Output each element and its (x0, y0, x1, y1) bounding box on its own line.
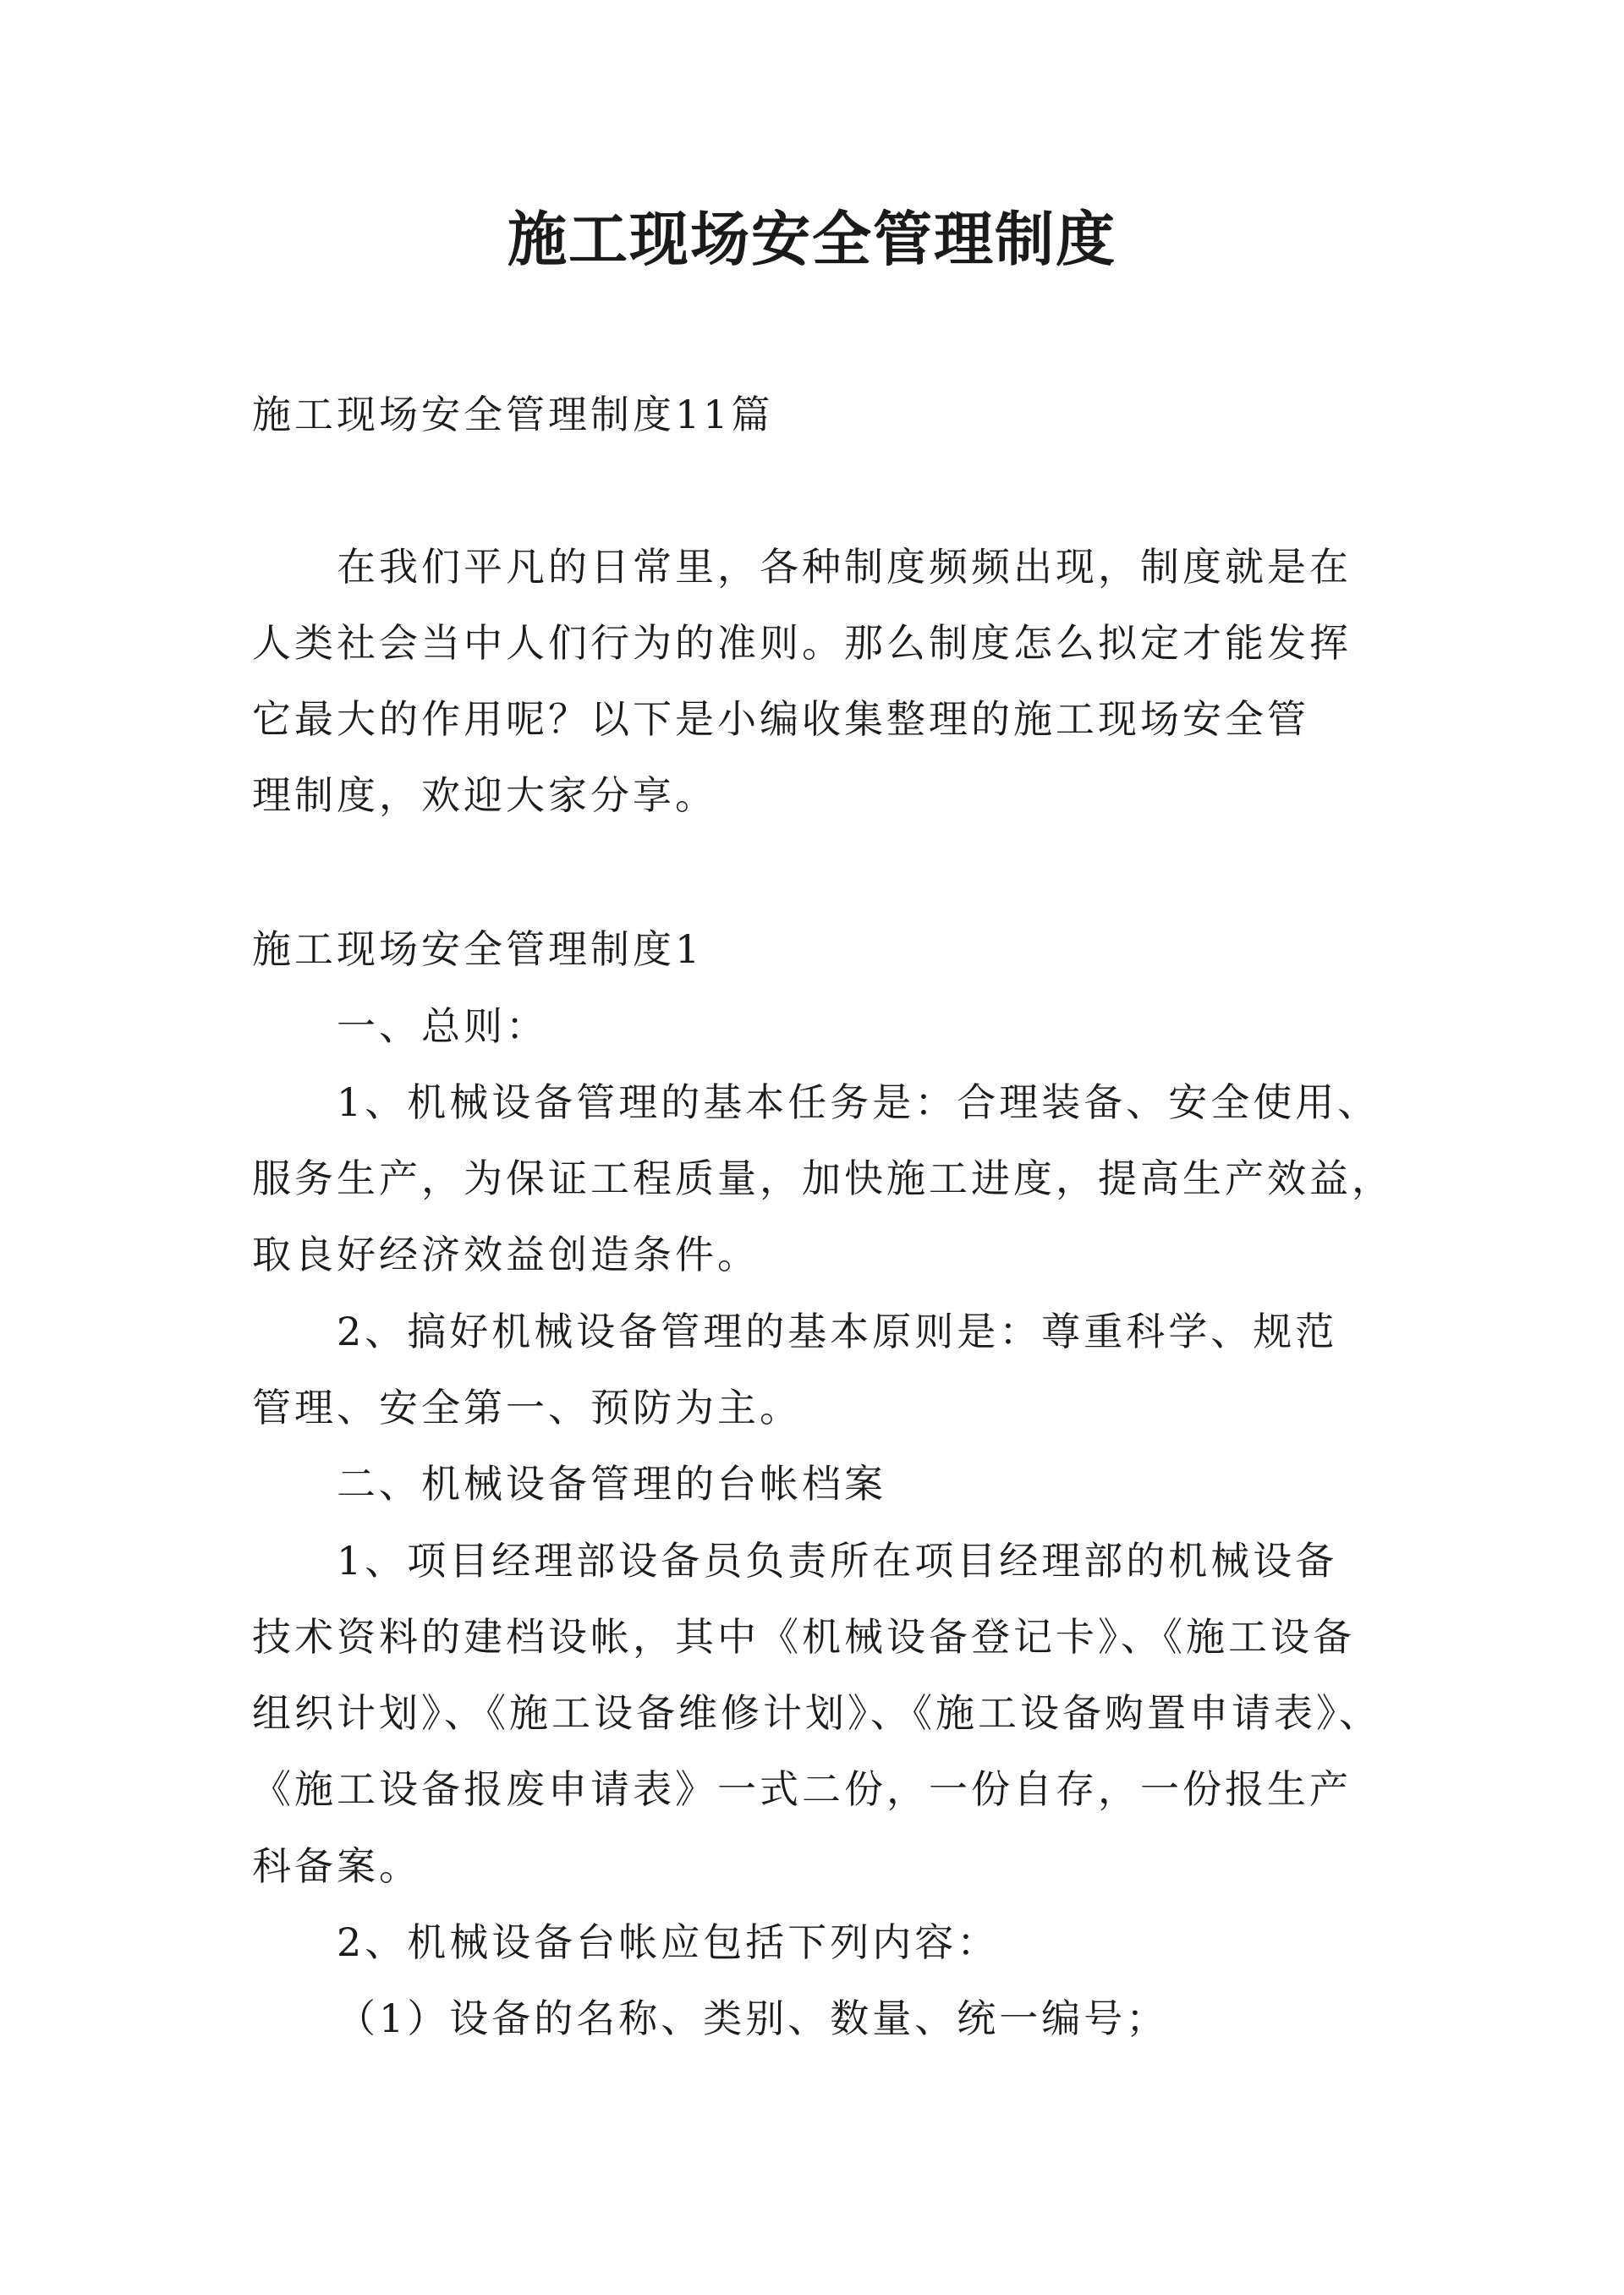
section-heading: 施工现场安全管理制度1 (252, 926, 704, 972)
body-line: 组织计划》、《施工设备维修计划》、《施工设备购置申请表》、 (252, 1690, 1381, 1736)
intro-line: 它最大的作用呢？以下是小编收集整理的施工现场安全管 (252, 696, 1309, 742)
body-line: 管理、安全第一、预防为主。 (252, 1385, 802, 1430)
body-line: 2、机械设备台帐应包括下列内容： (337, 1919, 1000, 1965)
intro-line: 人类社会当中人们行为的准则。那么制度怎么拟定才能发挥 (252, 620, 1352, 666)
body-line: 服务生产，为保证工程质量，加快施工进度，提高生产效益， (252, 1156, 1394, 1201)
body-line: 科备案。 (252, 1843, 421, 1889)
document-subtitle: 施工现场安全管理制度11篇 (252, 392, 774, 437)
body-line: 1、机械设备管理的基本任务是：合理装备、安全使用、 (337, 1079, 1380, 1125)
body-line: 取良好经济效益创造条件。 (252, 1232, 760, 1277)
body-line: （1）设备的名称、类别、数量、统一编号； (337, 1996, 1169, 2041)
body-line: 一、总则： (337, 1003, 548, 1049)
document-title: 施工现场安全管理制度 (508, 204, 1116, 274)
body-line: 技术资料的建档设帐，其中《机械设备登记卡》、《施工设备 (252, 1614, 1355, 1660)
intro-line: 理制度，欢迎大家分享。 (252, 772, 717, 818)
intro-line: 在我们平凡的日常里，各种制度频频出现，制度就是在 (337, 544, 1352, 590)
body-line: 1、项目经理部设备员负责所在项目经理部的机械设备 (337, 1538, 1338, 1584)
body-line: 《施工设备报废申请表》一式二份，一份自存，一份报生产 (252, 1766, 1352, 1812)
body-line: 二、机械设备管理的台帐档案 (337, 1461, 886, 1507)
body-line: 2、搞好机械设备管理的基本原则是：尊重科学、规范 (337, 1309, 1338, 1354)
